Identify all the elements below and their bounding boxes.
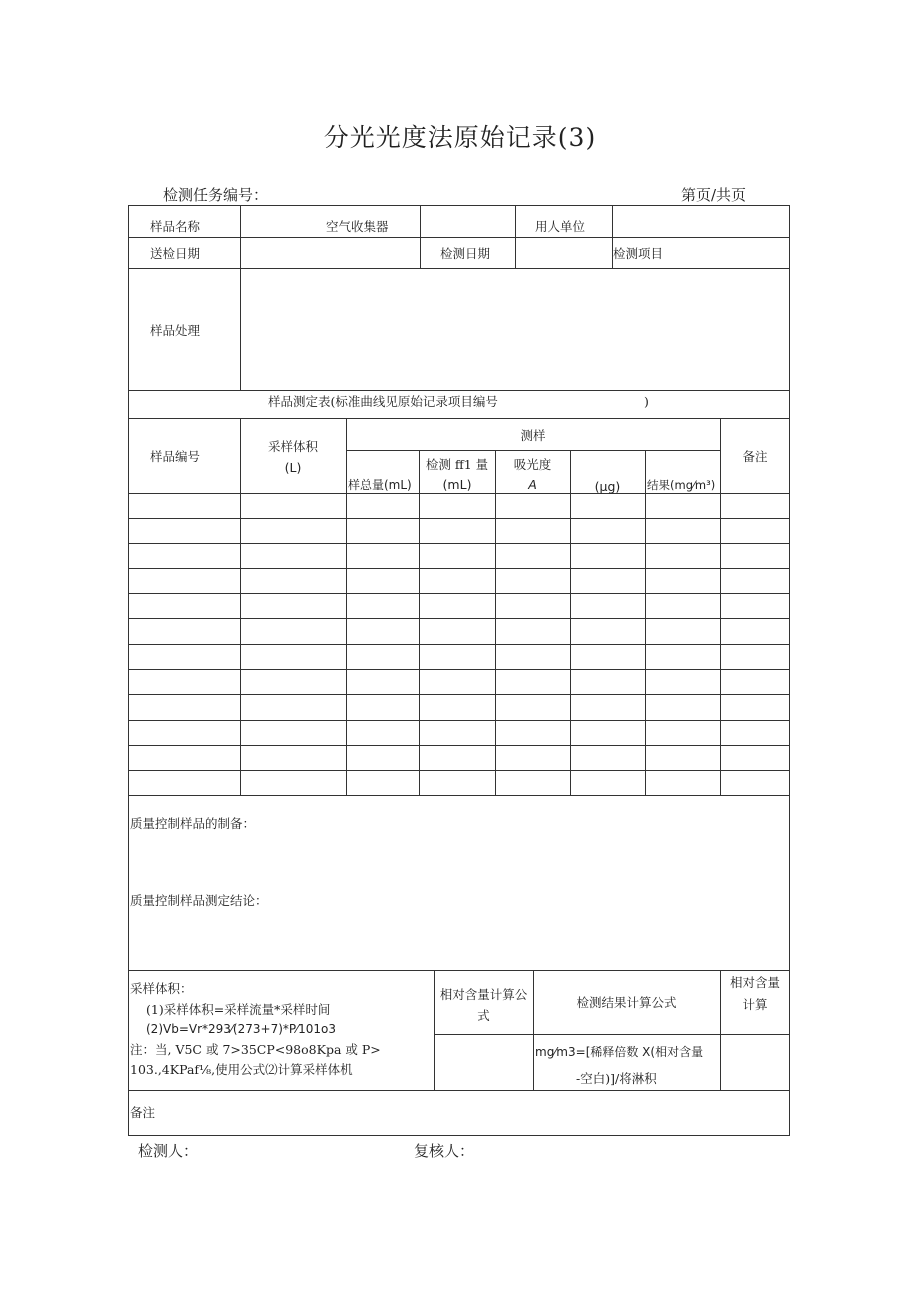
calc-col-line [533, 970, 534, 1090]
test-item-label: 检测项目 [613, 246, 664, 261]
remark-label: 备注 [130, 1105, 156, 1120]
submit-date-label: 送检日期 [150, 246, 201, 261]
info-col-line [420, 205, 421, 268]
table-row [128, 543, 790, 544]
table-row [128, 593, 790, 594]
table-row [128, 518, 790, 519]
calc-top-line [128, 970, 790, 971]
calc-bottom-line [128, 1090, 790, 1091]
border-bottom [128, 1135, 790, 1136]
col-test-amount: 检测 ff1 量 [425, 457, 489, 472]
qc-prep-label: 质量控制样品的制备： [130, 816, 256, 831]
measure-title-line [128, 418, 790, 419]
calc-mid-line [434, 1034, 790, 1035]
sample-name-value: 空气收集器 [326, 219, 389, 234]
table-row [128, 669, 790, 670]
col-result: 结果(mg⁄m³) [647, 478, 716, 492]
relative-formula-label-2: 式 [477, 1008, 490, 1023]
page-count-label: 第页/共页 [681, 186, 747, 204]
table-col-line [720, 418, 721, 796]
reviewer-label: 复核人： [414, 1142, 475, 1160]
info-row-line [240, 268, 790, 269]
col-sample-no: 样品编号 [150, 449, 201, 464]
border-left [128, 205, 129, 1136]
table-row [128, 644, 790, 645]
col-mass-unit: (μg) [594, 479, 621, 494]
border-top [128, 205, 790, 206]
formula-line-2: (2)Vb=Vr*293⁄(273+7)*P⁄101o3 [146, 1022, 337, 1036]
info-col-line [240, 205, 241, 390]
sampling-volume-title: 采样体积： [130, 981, 193, 996]
col-measure: 测样 [520, 428, 546, 443]
col-absorbance-symbol: A [528, 477, 537, 492]
measure-header-line [346, 450, 720, 451]
tester-label: 检测人： [138, 1142, 199, 1160]
table-row [128, 694, 790, 695]
info-col-line [515, 205, 516, 268]
col-sampling-volume-unit: (L) [284, 460, 302, 475]
measure-table-title-close: ) [644, 394, 649, 409]
note-line-1: 注：当, V5C 或 7>35CP<98o8Kpa 或 P> [130, 1042, 381, 1057]
table-row [128, 745, 790, 746]
result-formula-line-2: -空白)]/将淋积 [576, 1071, 657, 1086]
measure-header-bottom [128, 493, 790, 494]
test-date-label: 检测日期 [440, 246, 491, 261]
measure-table-title: 样品测定表(标准曲线见原始记录项目编号 [268, 394, 498, 409]
record-sheet [128, 205, 790, 1136]
task-number-label: 检测任务编号： [163, 186, 269, 204]
table-row [128, 770, 790, 771]
user-unit-label: 用人单位 [535, 219, 586, 234]
note-line-2: 103.,4KPaf⅛,使用公式⑵计算采样体机 [130, 1062, 353, 1077]
col-sampling-volume: 采样体积 [267, 439, 318, 454]
col-test-amount-unit: (mL) [442, 477, 472, 492]
page-title: 分光光度法原始记录(3) [323, 123, 597, 152]
treatment-bottom-line [128, 390, 790, 391]
relative-formula-label-1: 相对含量计算公 [439, 987, 528, 1002]
info-row-line [128, 268, 240, 269]
col-total-volume: 样总量(mL) [348, 478, 412, 492]
table-row [128, 795, 790, 796]
table-row [128, 618, 790, 619]
table-row [128, 720, 790, 721]
result-formula-label: 检测结果计算公式 [576, 995, 677, 1010]
qc-conclusion-label: 质量控制样品测定结论： [130, 893, 268, 908]
col-absorbance: 吸光度 [513, 457, 552, 472]
formula-line-1: (1)采样体积=采样流量*采样时间 [146, 1002, 331, 1017]
sample-name-label: 样品名称 [150, 219, 201, 234]
col-remark: 备注 [742, 449, 768, 464]
relative-calc-label-1: 相对含量 [729, 975, 780, 990]
result-formula-line-1: mg⁄m3=[稀释倍数 X(相对含量 [535, 1045, 704, 1059]
sample-treatment-label: 样品处理 [150, 323, 201, 338]
info-row-line [128, 237, 790, 238]
table-col-line [346, 418, 347, 796]
table-row [128, 568, 790, 569]
relative-calc-label-2: 计算 [742, 997, 768, 1012]
